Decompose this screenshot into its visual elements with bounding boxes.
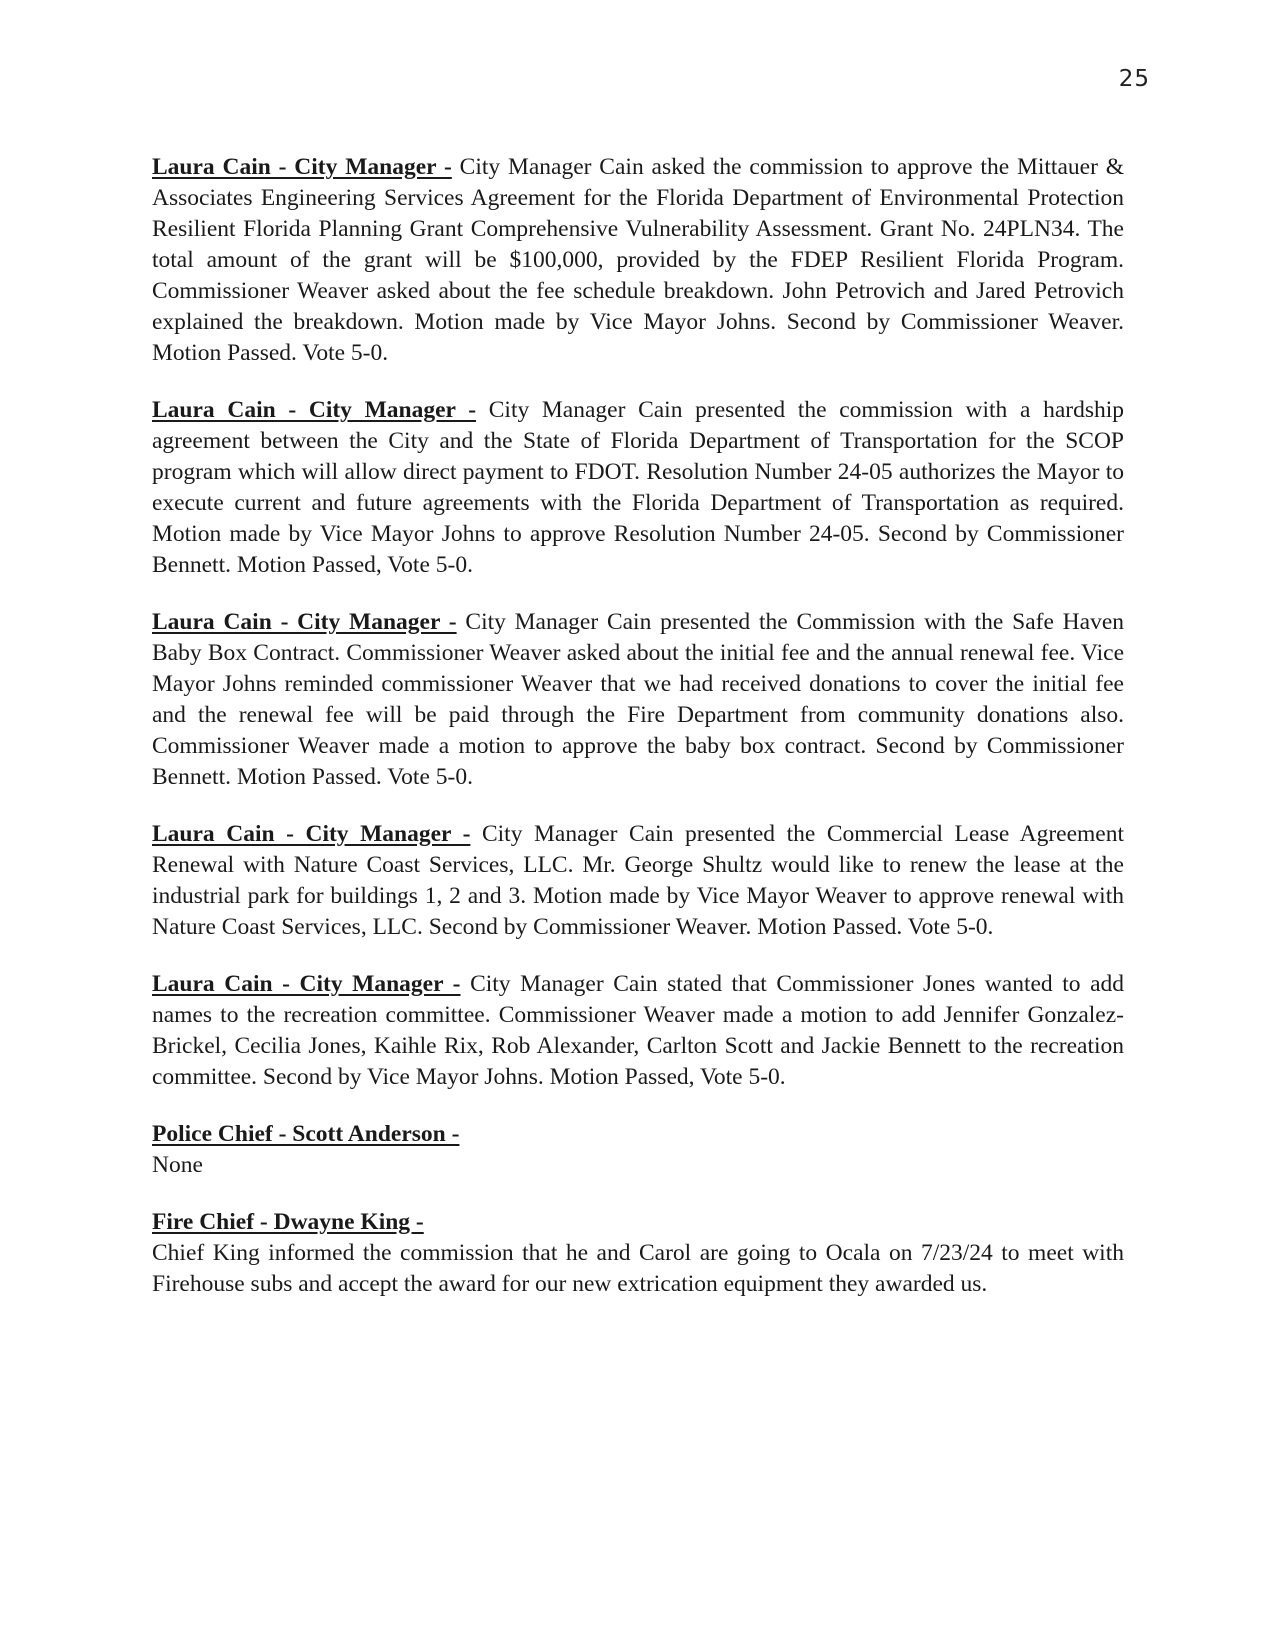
city-manager-item-3: [152, 607, 1124, 793]
item-heading: Laura Cain - City Manager -: [152, 397, 477, 423]
page-number: 25: [1118, 66, 1150, 92]
item-heading: Laura Cain - City Manager -: [152, 154, 452, 180]
city-manager-item-4: [152, 819, 1124, 943]
police-chief-text: None: [152, 1152, 203, 1178]
city-manager-item-2: [152, 395, 1124, 581]
item-text: City Manager Cain presented the commission with a hardship agreement between the City and the State of Florida Department of Transportation for the SCOP program which will allow direct payment to FDOT. Resolution Number 24-05 authorizes the Mayor to execute current and future agreements with the Florida Department of Transportation as required. Motion made by Vice Mayor Johns to approve Resolution Number 24-05. Second by Commissioner Bennett. Motion Passed, Vote 5-0.: [152, 397, 1125, 578]
fire-chief-section: [152, 1207, 1124, 1300]
item-heading: Laura Cain - City Manager -: [152, 609, 457, 635]
item-text: City Manager Cain presented the Commercial Lease Agreement Renewal with Nature Coast Services, LLC. Mr. George Shultz would like to renew the lease at the industrial park for buildings 1, 2 and 3. Motion made by Vice Mayor Weaver to approve renewal with Nature Coast Services, LLC. Second by Commissioner Weaver. Motion Passed. Vote 5-0.: [152, 821, 1124, 940]
item-text: City Manager Cain presented the Commission with the Safe Haven Baby Box Contract. Commissioner Weaver asked about the initial fee and the annual renewal fee. Vice Mayor Johns reminded commissioner Weaver that we had received donations to cover the initial fee and the renewal fee will be paid through the Fire Department from community donations also. Commissioner Weaver made a motion to approve the baby box contract. Second by Commissioner Bennett. Motion Passed. Vote 5-0.: [152, 609, 1124, 790]
item-text: City Manager Cain stated that Commissioner Jones wanted to add names to the recreation committee. Commissioner Weaver made a motion to add Jennifer Gonzalez-Brickel, Cecilia Jones, Kaihle Rix, Rob Alexander, Carlton Scott and Jackie Bennett to the recreation committee. Second by Vice Mayor Johns. Motion Passed, Vote 5-0.: [152, 971, 1124, 1090]
fire-chief-text: Chief King informed the commission that he and Carol are going to Ocala on 7/23/24 to meet with Firehouse subs and accept the award for our new extrication equipment they awarded us.: [152, 1240, 1124, 1297]
item-heading: Laura Cain - City Manager -: [152, 971, 461, 997]
police-chief-section: [152, 1119, 1124, 1181]
city-manager-item-5: [152, 969, 1124, 1093]
minutes-content: [152, 152, 1124, 1326]
item-heading: Laura Cain - City Manager -: [152, 821, 471, 847]
police-chief-heading: Police Chief - Scott Anderson -: [152, 1121, 460, 1147]
fire-chief-heading: Fire Chief - Dwayne King -: [152, 1209, 424, 1235]
city-manager-item-1: [152, 152, 1124, 369]
item-text: City Manager Cain asked the commission to approve the Mittauer & Associates Engineering Services Agreement for the Florida Department of Environmental Protection Resilient Florida Planning Grant Comprehensive Vulnerability Assessment. Grant No. 24PLN34. The total amount of the grant will be $100,000, provided by the FDEP Resilient Florida Program. Commissioner Weaver asked about the fee schedule breakdown. John Petrovich and Jared Petrovich explained the breakdown. Motion made by Vice Mayor Johns. Second by Commissioner Weaver. Motion Passed. Vote 5-0.: [152, 154, 1125, 366]
